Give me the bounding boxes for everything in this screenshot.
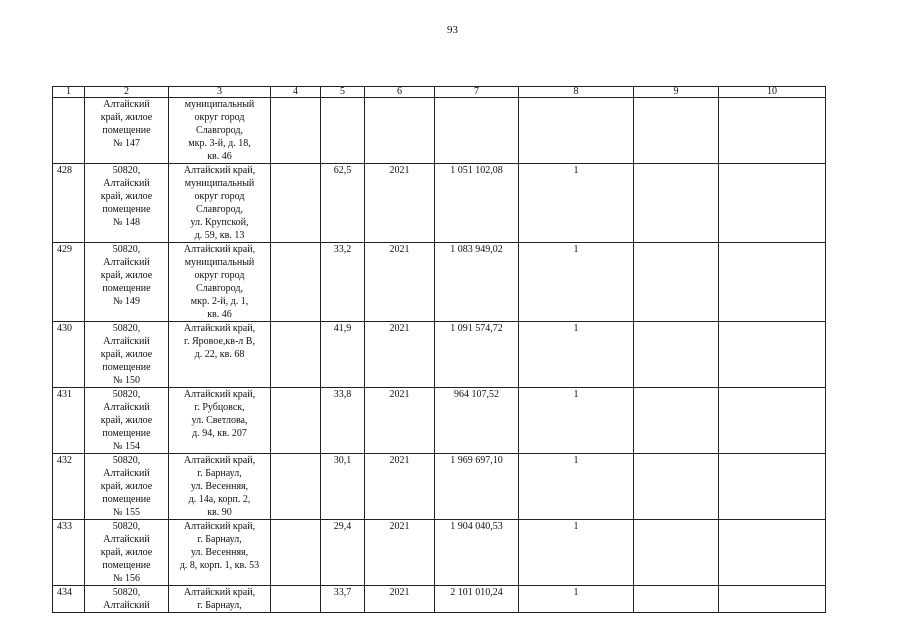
cost-cell: 964 107,52 xyxy=(435,388,519,454)
quantity-cell: 1 xyxy=(519,243,634,322)
empty-cell xyxy=(719,586,826,613)
empty-cell xyxy=(634,98,719,164)
object-name-cell: 50820, Алтайский край, жилое помещение № 155 xyxy=(85,454,169,520)
column-number-row xyxy=(53,87,826,98)
year-cell: 2021 xyxy=(365,388,435,454)
cost-cell xyxy=(435,98,519,164)
empty-cell xyxy=(271,586,321,613)
empty-cell xyxy=(271,98,321,164)
quantity-cell: 1 xyxy=(519,520,634,586)
year-cell: 2021 xyxy=(365,243,435,322)
address-cell: Алтайский край, муниципальный округ город Славгород, ул. Крупской, д. 59, кв. 13 xyxy=(169,164,271,243)
row-number-cell: 432 xyxy=(53,454,85,520)
quantity-cell: 1 xyxy=(519,586,634,613)
object-name-cell: 50820, Алтайский край, жилое помещение № 148 xyxy=(85,164,169,243)
cost-cell: 1 083 949,02 xyxy=(435,243,519,322)
empty-cell xyxy=(271,164,321,243)
cost-cell: 1 904 040,53 xyxy=(435,520,519,586)
area-cell: 41,9 xyxy=(321,322,365,388)
empty-cell xyxy=(271,454,321,520)
empty-cell xyxy=(271,243,321,322)
quantity-cell xyxy=(519,98,634,164)
quantity-cell: 1 xyxy=(519,322,634,388)
table-row xyxy=(53,164,826,243)
object-name-cell: Алтайский край, жилое помещение № 147 xyxy=(85,98,169,164)
empty-cell xyxy=(634,164,719,243)
empty-cell xyxy=(271,520,321,586)
year-cell: 2021 xyxy=(365,164,435,243)
empty-cell xyxy=(719,454,826,520)
column-header: 8 xyxy=(519,87,634,98)
year-cell: 2021 xyxy=(365,586,435,613)
empty-cell xyxy=(719,164,826,243)
row-number-cell: 429 xyxy=(53,243,85,322)
column-header: 2 xyxy=(85,87,169,98)
row-number-cell xyxy=(53,98,85,164)
address-cell: Алтайский край, г. Яровое,кв-л В, д. 22, кв. 68 xyxy=(169,322,271,388)
row-number-cell: 434 xyxy=(53,586,85,613)
row-number-cell: 430 xyxy=(53,322,85,388)
quantity-cell: 1 xyxy=(519,164,634,243)
empty-cell xyxy=(634,586,719,613)
address-cell: муниципальный округ город Славгород, мкр. 3-й, д. 18, кв. 46 xyxy=(169,98,271,164)
empty-cell xyxy=(634,322,719,388)
area-cell: 33,2 xyxy=(321,243,365,322)
year-cell: 2021 xyxy=(365,520,435,586)
column-header: 9 xyxy=(634,87,719,98)
table-row xyxy=(53,388,826,454)
column-header: 1 xyxy=(53,87,85,98)
table-row xyxy=(53,98,826,164)
empty-cell xyxy=(634,520,719,586)
area-cell: 33,8 xyxy=(321,388,365,454)
table-row xyxy=(53,520,826,586)
quantity-cell: 1 xyxy=(519,454,634,520)
column-header: 10 xyxy=(719,87,826,98)
address-cell: Алтайский край, г. Барнаул, ул. Весенняя, д. 8, корп. 1, кв. 53 xyxy=(169,520,271,586)
empty-cell xyxy=(271,388,321,454)
column-header: 5 xyxy=(321,87,365,98)
area-cell xyxy=(321,98,365,164)
table-row xyxy=(53,454,826,520)
area-cell: 30,1 xyxy=(321,454,365,520)
object-name-cell: 50820, Алтайский край, жилое помещение № 154 xyxy=(85,388,169,454)
year-cell: 2021 xyxy=(365,322,435,388)
table-row xyxy=(53,243,826,322)
empty-cell xyxy=(634,454,719,520)
address-cell: Алтайский край, г. Барнаул, xyxy=(169,586,271,613)
area-cell: 62,5 xyxy=(321,164,365,243)
cost-cell: 1 051 102,08 xyxy=(435,164,519,243)
cost-cell: 1 969 697,10 xyxy=(435,454,519,520)
year-cell: 2021 xyxy=(365,454,435,520)
column-header: 7 xyxy=(435,87,519,98)
year-cell xyxy=(365,98,435,164)
area-cell: 29,4 xyxy=(321,520,365,586)
table-row xyxy=(53,322,826,388)
object-name-cell: 50820, Алтайский край, жилое помещение № 150 xyxy=(85,322,169,388)
cost-cell: 1 091 574,72 xyxy=(435,322,519,388)
row-number-cell: 433 xyxy=(53,520,85,586)
address-cell: Алтайский край, г. Барнаул, ул. Весенняя, д. 14а, корп. 2, кв. 90 xyxy=(169,454,271,520)
empty-cell xyxy=(719,322,826,388)
object-name-cell: 50820, Алтайский край, жилое помещение № 149 xyxy=(85,243,169,322)
empty-cell xyxy=(634,243,719,322)
empty-cell xyxy=(271,322,321,388)
row-number-cell: 431 xyxy=(53,388,85,454)
column-header: 4 xyxy=(271,87,321,98)
object-name-cell: 50820, Алтайский край, жилое помещение № 156 xyxy=(85,520,169,586)
empty-cell xyxy=(719,98,826,164)
column-header: 3 xyxy=(169,87,271,98)
row-number-cell: 428 xyxy=(53,164,85,243)
empty-cell xyxy=(634,388,719,454)
column-header: 6 xyxy=(365,87,435,98)
address-cell: Алтайский край, г. Рубцовск, ул. Светлова, д. 94, кв. 207 xyxy=(169,388,271,454)
empty-cell xyxy=(719,520,826,586)
empty-cell xyxy=(719,388,826,454)
area-cell: 33,7 xyxy=(321,586,365,613)
cost-cell: 2 101 010,24 xyxy=(435,586,519,613)
address-cell: Алтайский край, муниципальный округ город Славгород, мкр. 2-й, д. 1, кв. 46 xyxy=(169,243,271,322)
page-number: 93 xyxy=(447,24,458,36)
quantity-cell: 1 xyxy=(519,388,634,454)
property-register-table xyxy=(52,86,826,613)
empty-cell xyxy=(719,243,826,322)
table-row xyxy=(53,586,826,613)
object-name-cell: 50820, Алтайский xyxy=(85,586,169,613)
